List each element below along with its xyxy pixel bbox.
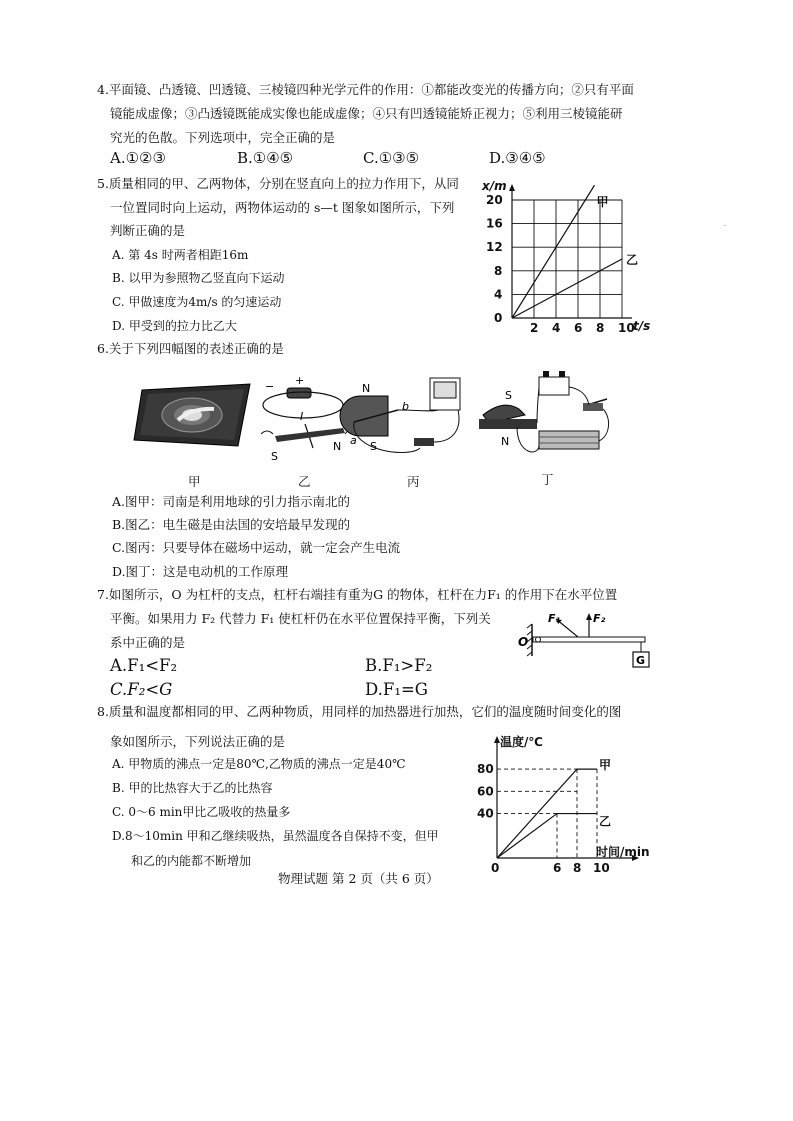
y-axis-arrow	[509, 184, 515, 191]
q8-option-d: D.8～10min 甲和乙继续吸热，虽然温度各自保持不变，但甲	[112, 829, 439, 843]
series-line-yi	[512, 259, 622, 318]
ding-s-label: S	[505, 389, 512, 402]
y-tick-8: 8	[494, 263, 503, 278]
q8-option-a: A. 甲物质的沸点一定是80℃,乙物质的沸点一定是40℃	[112, 757, 406, 771]
q6-option-d: D.图丁：这是电动机的工作原理	[112, 564, 289, 579]
temp-chart-xlabel: 时间/min	[596, 845, 650, 859]
minus-label: −	[265, 380, 275, 393]
series-label-jia: 甲	[596, 195, 609, 209]
q8-option-c: C. 0～6 min甲比乙吸收的热量多	[112, 805, 291, 819]
q4-option-b: B.①④⑤	[237, 149, 294, 167]
q7-option-c: C.F₂<G	[110, 680, 173, 699]
q5-option-b: B. 以甲为参照物乙竖直向下运动	[112, 271, 285, 285]
q7-option-b: B.F₁>F₂	[365, 656, 433, 675]
figure-caption-jia: 甲	[188, 474, 201, 489]
q4-line2: 镜能成虚像；③凸透镜既能成实像也能成虚像；④只有凹透镜能矫正视力；⑤利用三棱镜能研	[110, 106, 623, 121]
x-tick-6: 6	[553, 861, 562, 875]
figure-caption-bing: 丙	[407, 474, 420, 489]
south-label: S	[271, 450, 278, 463]
q6-stem: 6.关于下列四幅图的表述正确的是	[97, 341, 284, 356]
q7-line1: 7.如图所示，O 为杠杆的支点，杠杆右端挂有重为G 的物体，杠杆在力F₁ 的作用下在水平位置	[97, 587, 618, 602]
y-tick-80: 80	[477, 762, 494, 777]
q7-line2: 平衡。如果用力 F₂ 代替力 F₁ 使杠杆仍在水平位置保持平衡，下列关	[110, 611, 491, 626]
y-tick-40: 40	[477, 806, 494, 821]
series-label-yi: 乙	[626, 253, 639, 267]
x-tick-8: 8	[573, 861, 582, 875]
q6-option-a: A.图甲：司南是利用地球的引力指示南北的	[112, 494, 351, 509]
x-tick-8: 8	[596, 321, 605, 335]
weight-label: G	[636, 654, 646, 667]
xt-chart-xlabel: t/s	[633, 319, 651, 333]
n-pole-label: N	[362, 382, 371, 395]
y-tick-12: 12	[486, 240, 503, 255]
q5-line3: 判断正确的是	[110, 223, 186, 238]
temp-chart-ylabel: 温度/℃	[500, 735, 543, 749]
q4-option-c: C.①③⑤	[363, 149, 420, 167]
figure-bing-induction	[350, 372, 470, 462]
series-line-jia	[512, 185, 595, 318]
plus-label: +	[295, 374, 305, 387]
b-label: b	[402, 400, 409, 413]
q4-line1: 4.平面镜、凸透镜、凹透镜、三棱镜四种光学元件的作用：①都能改变光的传播方向；②只有平面	[97, 82, 634, 97]
q8-option-b: B. 甲的比热容大于乙的比热容	[112, 781, 273, 795]
x-tick-6: 6	[574, 321, 583, 335]
q4-option-a: A.①②③	[110, 149, 166, 167]
q4-option-d: D.③④⑤	[489, 149, 546, 167]
s-pole-label: S	[370, 440, 377, 453]
x-tick-10: 10	[593, 861, 610, 875]
q8-line1: 8.质量和温度都相同的甲、乙两种物质，用同样的加热器进行加热，它们的温度随时间变化的图	[97, 704, 622, 719]
y-tick-60: 60	[477, 784, 494, 799]
q6-option-c: C.图丙：只要导体在磁场中运动，就一定会产生电流	[112, 540, 401, 555]
y-tick-0: 0	[494, 311, 503, 325]
f2-label: F₂	[593, 612, 606, 625]
stray-mark: ·	[724, 223, 726, 230]
xt-chart-ylabel: x/m	[482, 179, 507, 193]
current-label: I	[300, 410, 304, 423]
q6-option-b: B.图乙：电生磁是由法国的安培最早发现的	[112, 517, 351, 532]
series-label-jia: 甲	[599, 758, 612, 773]
q7-line3: 系中正确的是	[110, 635, 186, 650]
f1-label: F₁	[548, 612, 561, 625]
y-tick-20: 20	[486, 193, 503, 207]
q8-line2: 象如图所示，下列说法正确的是	[110, 734, 286, 749]
q7-option-d: D.F₁=G	[365, 680, 428, 699]
q5-option-a: A. 第 4s 时两者相距16m	[112, 248, 249, 262]
series-label-yi: 乙	[599, 814, 612, 829]
series-line-yi	[497, 814, 597, 858]
a-label: a	[350, 434, 357, 447]
q8-option-d-cont: 和乙的内能都不断增加	[131, 854, 252, 868]
y-tick-4: 4	[494, 287, 503, 302]
q5-option-c: C. 甲做速度为4m/s 的匀速运动	[112, 295, 282, 309]
x-tick-10: 10	[618, 321, 635, 335]
temp-time-chart	[460, 732, 690, 875]
figure-caption-yi: 乙	[298, 474, 311, 489]
y-tick-16: 16	[486, 216, 503, 231]
ding-n-label: N	[501, 435, 510, 448]
xt-chart	[470, 178, 680, 338]
q5-option-d: D. 甲受到的拉力比乙大	[112, 319, 237, 333]
figure-caption-ding: 丁	[541, 472, 554, 487]
q7-option-a: A.F₁<F₂	[110, 656, 178, 675]
page-footer: 物理试题 第 2 页（共 6 页）	[278, 871, 439, 886]
x-tick-4: 4	[552, 321, 561, 335]
lever-figure	[516, 610, 656, 675]
q5-line1: 5.质量相同的甲、乙两物体，分别在竖直向上的拉力作用下，从同	[97, 176, 459, 191]
q4-line3: 究光的色散。下列选项中，完全正确的是	[110, 130, 336, 145]
figure-ding-motor	[477, 365, 617, 465]
q5-line2: 一位置同时向上运动，两物体运动的 s—t 图象如图所示，下列	[110, 200, 455, 215]
figure-jia-sinan	[130, 382, 250, 452]
north-label: N	[333, 440, 342, 453]
x-tick-0: 0	[491, 861, 500, 875]
pivot-label: O	[518, 635, 529, 649]
x-tick-2: 2	[530, 321, 539, 335]
